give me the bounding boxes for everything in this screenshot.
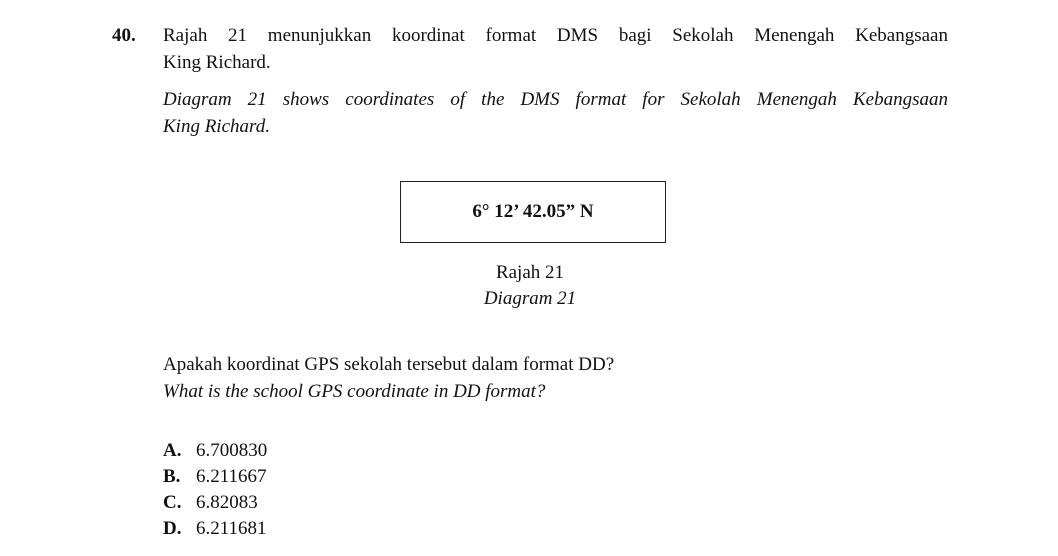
question-malay-line2: King Richard. <box>163 52 271 73</box>
prompt-malay: Apakah koordinat GPS sekolah tersebut dalam format DD? <box>163 354 615 375</box>
dms-coordinate-text: 6° 12’ 42.05” N <box>472 201 594 222</box>
option-c-letter: C. <box>163 492 182 513</box>
option-c-value: 6.82083 <box>196 492 258 513</box>
option-b-value: 6.211667 <box>196 466 267 487</box>
question-english-line1: Diagram 21 shows coordinates of the DMS format for Sekolah Menengah Kebangsaan <box>163 89 948 110</box>
option-a[interactable] <box>163 440 267 462</box>
question-english-line2: King Richard. <box>163 116 270 137</box>
option-b[interactable] <box>163 466 267 488</box>
question-number: 40. <box>112 25 136 46</box>
option-a-letter: A. <box>163 440 182 461</box>
option-d[interactable] <box>163 518 267 540</box>
option-b-letter: B. <box>163 466 181 487</box>
option-d-value: 6.211681 <box>196 518 267 539</box>
option-d-letter: D. <box>163 518 182 539</box>
question-malay-line1: Rajah 21 menunjukkan koordinat format DMS bagi Sekolah Menengah Kebangsaan <box>163 25 948 46</box>
dms-coordinate-box <box>400 181 666 243</box>
diagram-caption-english: Diagram 21 <box>483 288 577 309</box>
option-a-value: 6.700830 <box>196 440 268 461</box>
option-c[interactable] <box>163 492 258 514</box>
diagram-caption-malay: Rajah 21 <box>495 262 565 283</box>
prompt-english: What is the school GPS coordinate in DD format? <box>163 381 546 402</box>
